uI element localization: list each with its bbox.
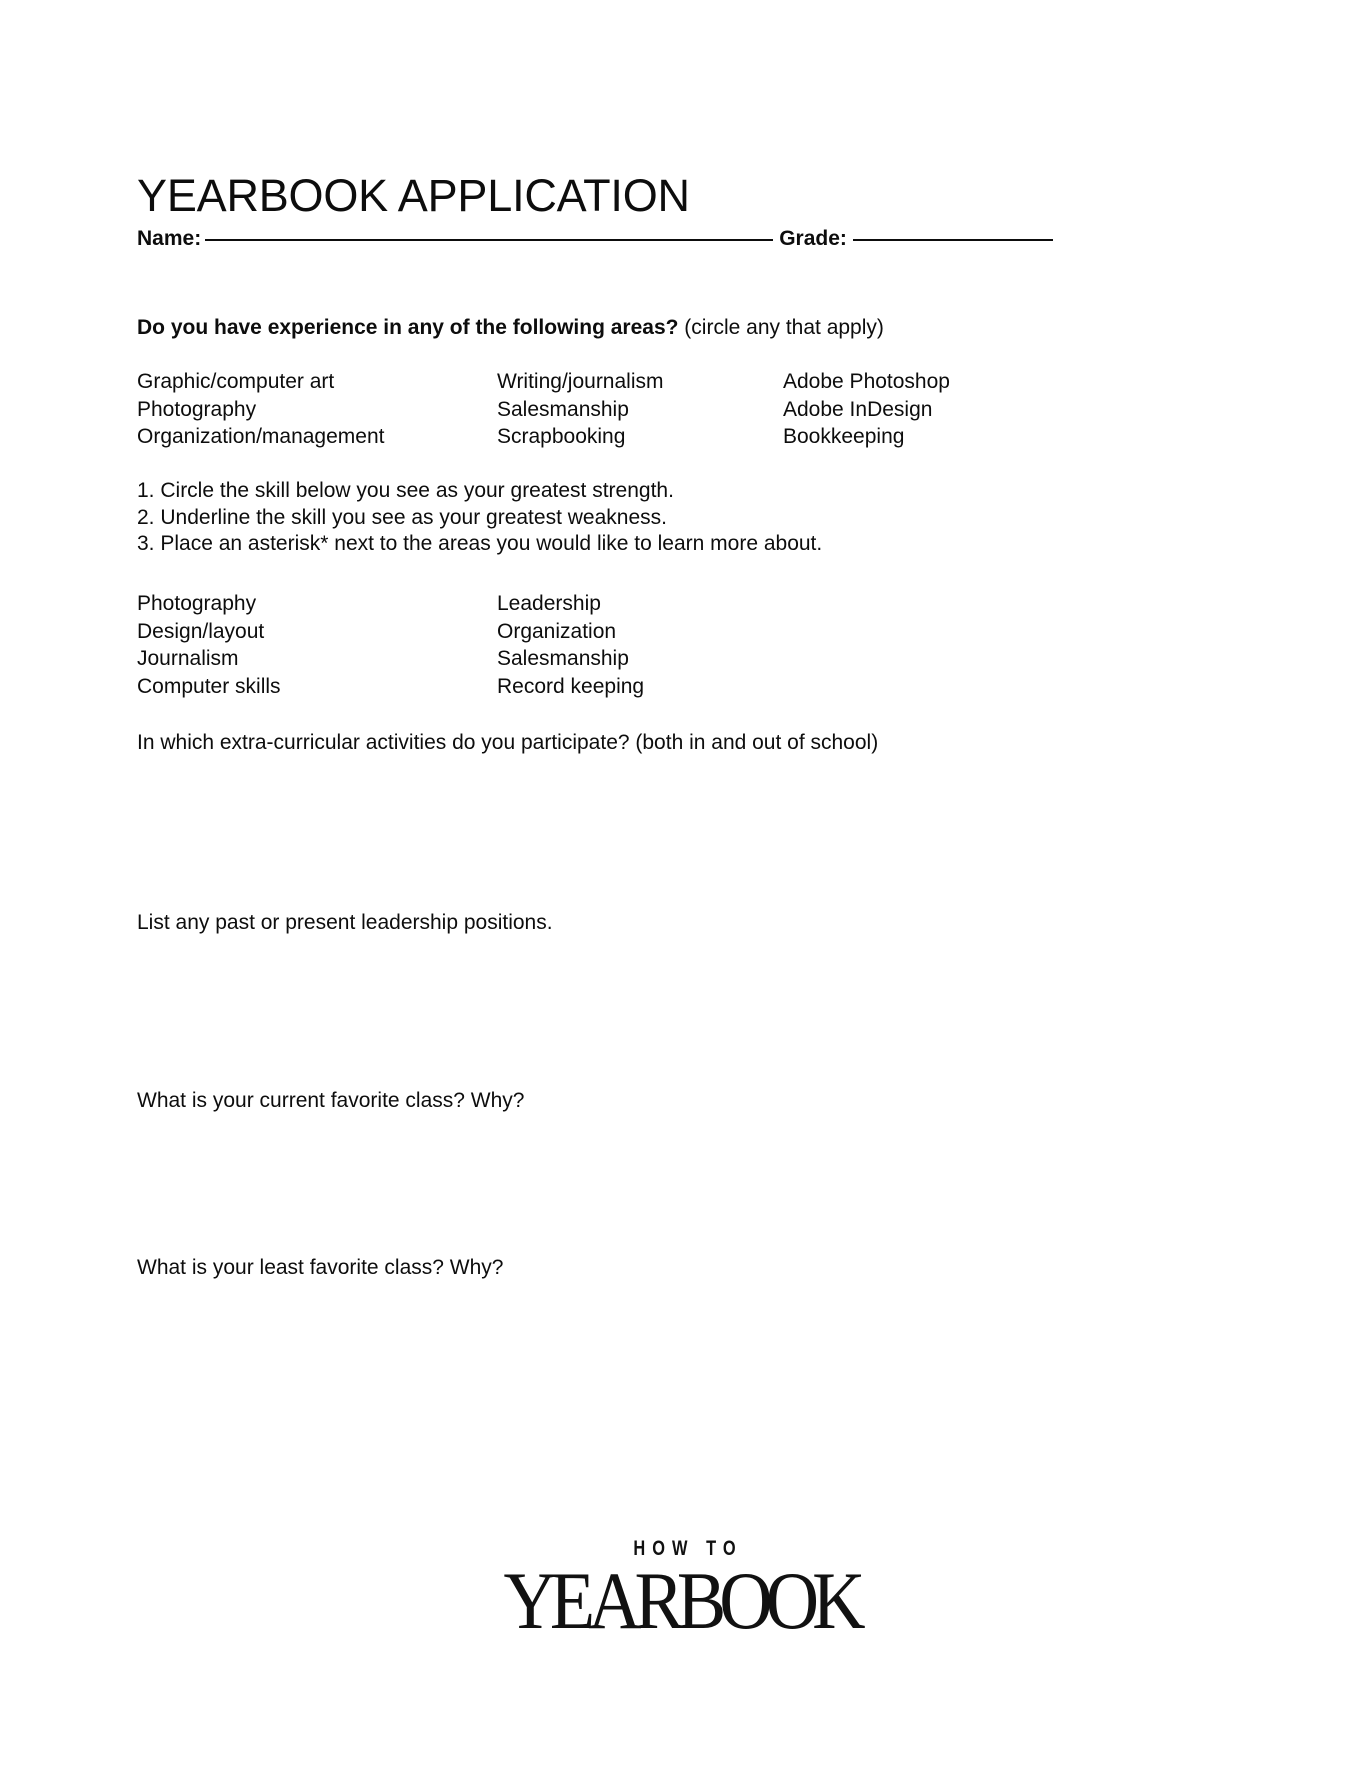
skills-list [137, 590, 797, 700]
instruction-step-2 [137, 505, 822, 532]
list-item [137, 590, 797, 618]
experience-area[interactable]: Salesmanship [497, 397, 629, 421]
skill-item[interactable]: Design/layout [137, 619, 265, 643]
experience-question-bold: Do you have experience in any of the following areas? [137, 316, 679, 339]
name-input-rule[interactable] [205, 239, 773, 241]
experience-question [137, 313, 884, 343]
question-leadership: List any past or present leadership positions. [137, 911, 553, 934]
skill-item[interactable]: Salesmanship [497, 647, 629, 670]
question-extracurricular: In which extra-curricular activities do you participate? (both in and out of school) [137, 731, 879, 754]
logo-how-to-text: HOW TO [633, 1537, 743, 1560]
list-item [137, 423, 1083, 451]
name-label: Name: [137, 227, 202, 250]
question-favorite-class: What is your current favorite class? Why? [137, 1089, 525, 1112]
step-emphasis: Circle [160, 479, 215, 502]
experience-question-hint: (circle any that apply) [678, 316, 884, 339]
name-grade-row [137, 224, 1137, 254]
step-emphasis: Underline [160, 505, 251, 529]
instruction-step-3 [137, 531, 822, 558]
step-number: 3. [137, 532, 161, 555]
page-title: YEARBOOK APPLICATION [137, 170, 690, 222]
list-item [137, 645, 797, 673]
skill-item[interactable]: Record keeping [497, 674, 645, 698]
experience-area[interactable]: Graphic/computer art [137, 370, 335, 393]
grade-label: Grade: [779, 227, 847, 250]
experience-area[interactable]: Adobe Photoshop [783, 370, 950, 393]
experience-area[interactable]: Scrapbooking [497, 425, 626, 448]
step-text: the skill below you see as your greatest strength. [214, 479, 674, 502]
how-to-yearbook-logo [0, 1537, 1369, 1647]
skill-item[interactable]: Organization [497, 619, 617, 643]
list-item [137, 618, 797, 646]
step-number: 1. [137, 479, 161, 502]
question-least-favorite-class: What is your least favorite class? Why? [137, 1256, 504, 1279]
step-text: Place an asterisk* next to the areas you would like to learn more about. [160, 532, 823, 555]
logo-yearbook-wordmark: YEARBOOK [503, 1556, 859, 1647]
experience-area[interactable]: Photography [137, 397, 257, 421]
step-text: the skill you see as your greatest weakness. [250, 505, 667, 529]
experience-area[interactable]: Adobe InDesign [783, 397, 933, 421]
list-item [137, 396, 1083, 424]
experience-area[interactable]: Writing/journalism [497, 370, 664, 393]
experience-area[interactable]: Organization/management [137, 425, 385, 448]
instruction-list [137, 478, 822, 558]
skill-item[interactable]: Computer skills [137, 674, 281, 698]
experience-area[interactable]: Bookkeeping [783, 425, 905, 448]
step-number: 2. [137, 505, 161, 529]
grade-input-rule[interactable] [853, 239, 1053, 241]
experience-areas-list [137, 368, 1083, 451]
list-item [137, 673, 797, 701]
skill-item[interactable]: Journalism [137, 647, 239, 670]
list-item [137, 368, 1083, 396]
skill-item[interactable]: Photography [137, 592, 257, 615]
skill-item[interactable]: Leadership [497, 592, 601, 615]
instruction-step-1 [137, 478, 822, 505]
